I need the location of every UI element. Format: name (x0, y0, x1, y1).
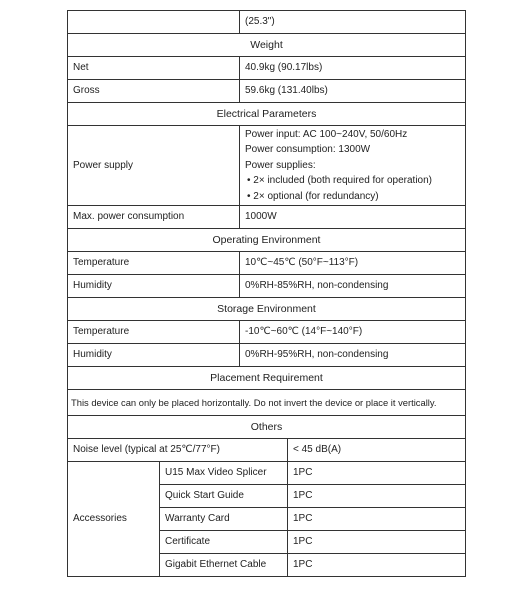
section-header-row (68, 103, 466, 126)
power-supply-label: Power supply (68, 126, 240, 206)
accessory-qty: 1PC (288, 508, 466, 531)
placement-title: Placement Requirement (68, 367, 466, 390)
net-value: 40.9kg (90.17lbs) (240, 57, 466, 80)
max-power-value: 1000W (240, 206, 466, 229)
table-row (68, 11, 466, 34)
label-cell (68, 11, 240, 34)
storage-temp-value: -10℃~60℃ (14°F~140°F) (240, 321, 466, 344)
accessory-qty: 1PC (288, 485, 466, 508)
table-row (68, 344, 466, 367)
accessory-qty: 1PC (288, 462, 466, 485)
table-row (68, 252, 466, 275)
gross-label: Gross (68, 80, 240, 103)
noise-label: Noise level (typical at 25℃/77°F) (68, 439, 288, 462)
operating-hum-value: 0%RH-85%RH, non-condensing (240, 275, 466, 298)
power-input-line: Power input: AC 100~240V, 50/60Hz (245, 128, 408, 140)
accessory-qty: 1PC (288, 531, 466, 554)
electrical-title: Electrical Parameters (68, 103, 466, 126)
accessory-name: Quick Start Guide (160, 485, 288, 508)
table-row (68, 439, 466, 462)
power-included-line: • 2× included (both required for operation) (247, 175, 433, 187)
weight-title: Weight (68, 34, 466, 57)
table-row (68, 275, 466, 298)
section-header-row (68, 416, 466, 439)
operating-temp-value: 10℃~45℃ (50°F~113°F) (240, 252, 466, 275)
spec-table (67, 10, 466, 577)
table-row (68, 390, 466, 416)
section-header-row (68, 367, 466, 390)
table-row (68, 462, 466, 485)
net-label: Net (68, 57, 240, 80)
accessories-label: Accessories (68, 462, 160, 577)
table-row (68, 206, 466, 229)
power-optional-line: • 2× optional (for redundancy) (247, 190, 379, 202)
accessory-name: Gigabit Ethernet Cable (160, 554, 288, 577)
accessory-qty: 1PC (288, 554, 466, 577)
accessory-name: Warranty Card (160, 508, 288, 531)
accessory-name: U15 Max Video Splicer (160, 462, 288, 485)
storage-hum-value: 0%RH-95%RH, non-condensing (240, 344, 466, 367)
storage-title: Storage Environment (68, 298, 466, 321)
noise-value: < 45 dB(A) (288, 439, 466, 462)
storage-temp-label: Temperature (68, 321, 240, 344)
table-row (68, 80, 466, 103)
gross-value: 59.6kg (131.40lbs) (240, 80, 466, 103)
top-value: (25.3") (240, 11, 466, 34)
section-header-row (68, 229, 466, 252)
others-title: Others (68, 416, 466, 439)
max-power-label: Max. power consumption (68, 206, 240, 229)
operating-title: Operating Environment (68, 229, 466, 252)
power-supplies-line: Power supplies: (245, 159, 316, 171)
accessory-name: Certificate (160, 531, 288, 554)
power-consumption-line: Power consumption: 1300W (245, 144, 371, 156)
section-header-row (68, 34, 466, 57)
storage-hum-label: Humidity (68, 344, 240, 367)
operating-temp-label: Temperature (68, 252, 240, 275)
table-row (68, 126, 466, 206)
placement-text: This device can only be placed horizontally. Do not invert the device or place it vertically. (68, 390, 466, 416)
operating-hum-label: Humidity (68, 275, 240, 298)
power-supply-value (240, 126, 466, 206)
table-row (68, 57, 466, 80)
table-row (68, 321, 466, 344)
section-header-row (68, 298, 466, 321)
